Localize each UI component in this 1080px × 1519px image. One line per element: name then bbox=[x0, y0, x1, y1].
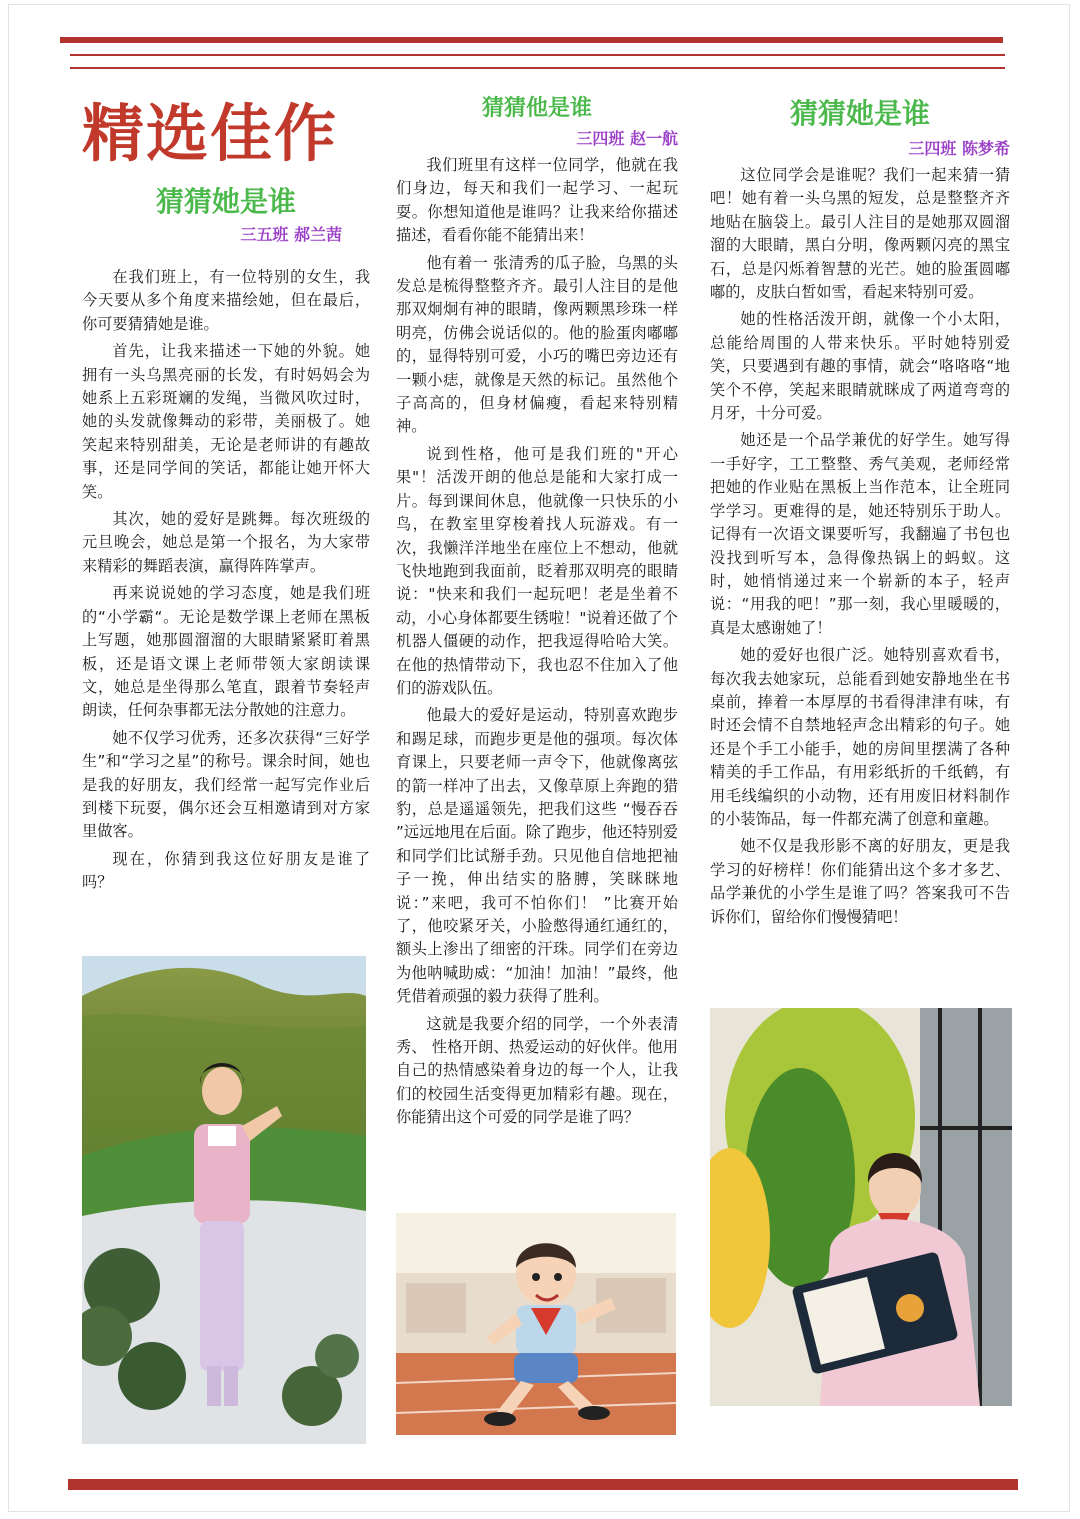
article-column-3 bbox=[710, 92, 1010, 933]
article-column-2 bbox=[396, 92, 678, 1134]
article-paragraph: 她不仅学习优秀，还多次获得“三好学生”和“学习之星”的称号。课余时间，她也是我的好朋友，我们经常一起写完作业后到楼下玩耍，偶尔还会互相邀请到对方家里做客。 bbox=[82, 728, 370, 841]
article-paragraph: 其次，她的爱好是跳舞。每次班级的元旦晚会，她总是第一个报名，为大家带来精彩的舞蹈表演，赢得阵阵掌声。 bbox=[82, 510, 370, 575]
article-paragraph: 说到性格，他可是我们班的"开心果"！活泼开朗的他总是能和大家打成一片。每到课间休息，他就像一只快乐的小鸟，在教室里穿梭着找人玩游戏。有一次，我懒洋洋地坐在座位上不想动，他就飞快地跑到我面前，眨着那双明亮的眼睛说："快来和我们一起玩吧！老是坐着不动，小心身体都要生锈啦！"说着还做了个机器人僵硬的动作，把我逗得哈哈大笑。在他的热情带动下，我也忍不住加入了他们的游戏队伍。 bbox=[396, 444, 678, 697]
article-title: 猜猜他是谁 bbox=[481, 96, 592, 121]
article-paragraph: 她的性格活泼开朗，就像一个小太阳，总能给周围的人带来快乐。平时她特别爱笑，只要遇到有趣的事情，就会“咯咯咯“地笑个不停，笑起来眼睛就眯成了两道弯弯的月牙，十分可爱。 bbox=[710, 310, 1010, 423]
footer-rule bbox=[68, 1479, 1018, 1490]
article-paragraph: 再来说说她的学习态度，她是我们班的“小学霸“。无论是数学课上老师在黑板上写题，她那圆溜溜的大眼睛紧紧盯着黑板，还是语文课上老师带领大家朗读课文，她总是坐得那么笔直，跟着节奏轻声朗读，任何杂事都无法分散她的注意力。 bbox=[82, 584, 370, 720]
article-byline: 三五班 郝兰茜 bbox=[240, 225, 342, 244]
article-paragraph: 这就是我要介绍的同学，一个外表清秀、 性格开朗、热爱运动的好伙伴。他用自己的热情感染着身边的每一个人，让我们的校园生活变得更加精彩有趣。现在，你能猜出这个可爱的同学是谁了吗？ bbox=[396, 1014, 678, 1127]
article-column-1 bbox=[82, 92, 370, 899]
student-photo-outdoor bbox=[82, 956, 366, 1444]
article-byline: 三四班 陈梦希 bbox=[908, 139, 1010, 158]
article-paragraph: 她不仅是我形影不离的好朋友，更是我学习的好榜样！你们能猜出这个多才多艺、品学兼优的小学生是谁了吗？答案我可不告诉你们，留给你们慢慢猜吧！ bbox=[710, 837, 1010, 926]
article-paragraph: 他有着一 张清秀的瓜子脸，乌黑的头发总是梳得整整齐齐。最引人注目的是他那双炯炯有神的眼睛，像两颗黑珍珠一样明亮，仿佛会说话似的。他的脸蛋肉嘟嘟的，显得特别可爱，小巧的嘴巴旁边还有一颗小痣，就像是天然的标记。虽然他个子高高的，但身材偏瘦，看起来特别精神。 bbox=[396, 253, 678, 436]
article-byline: 三四班 赵一航 bbox=[576, 129, 678, 148]
header-rule-thin bbox=[70, 54, 1005, 56]
article-paragraph: 她还是一个品学兼优的好学生。她写得一手好字，工工整整、秀气美观，老师经常把她的作业贴在黑板上当作范本，让全班同学学习。更难得的是，她还特别乐于助人。记得有一次语文课要听写，我翻遍了书包也没找到听写本，急得像热锅上的蚂蚁。这时，她悄悄递过来一个崭新的本子，轻声说：“用我的吧！”那一刻，我心里暖暖的，真是太感谢她了！ bbox=[710, 431, 1010, 637]
article-paragraph: 这位同学会是谁呢？我们一起来猜一猜吧！她有着一头乌黑的短发，总是整整齐齐地贴在脑袋上。最引人注目的是她那双圆溜溜的大眼睛，黑白分明，像两颗闪亮的黑宝石，总是闪烁着智慧的光芒。她的脸蛋圆嘟嘟的，皮肤白皙如雪，看起来特别可爱。 bbox=[710, 166, 1010, 302]
student-reading-photo bbox=[710, 1008, 1012, 1406]
cartoon-running-boy-illustration bbox=[396, 1213, 676, 1435]
article-paragraph: 首先，让我来描述一下她的外貌。她拥有一头乌黑亮丽的长发，有时妈妈会为她系上五彩斑斓的发绳，当微风吹过时，她的头发就像舞动的彩带，美丽极了。她笑起来特别甜美，无论是老师讲的有趣故事，还是同学间的笑话，都能让她开怀大笑。 bbox=[82, 342, 370, 501]
article-paragraph: 现在，你猜到我这位好朋友是谁了吗？ bbox=[82, 849, 370, 892]
article-title: 猜猜她是谁 bbox=[789, 97, 930, 130]
article-paragraph: 我们班里有这样一位同学，他就在我们身边，每天和我们一起学习、一起玩耍。你想知道他是谁吗？让我来给你描述描述，看看你能不能猜出来！ bbox=[396, 156, 678, 245]
header-rule-thick bbox=[60, 37, 1003, 43]
header-rule-thin bbox=[70, 67, 1005, 69]
masthead: 精选佳作 bbox=[82, 97, 339, 170]
article-title: 猜猜她是谁 bbox=[155, 185, 296, 218]
article-paragraph: 在我们班上，有一位特别的女生，我今天要从多个角度来描绘她，但在最后，你可要猜猜她是谁。 bbox=[82, 268, 370, 333]
article-paragraph: 他最大的爱好是运动，特别喜欢跑步和踢足球，而跑步更是他的强项。每次体育课上，只要老师一声令下，他就像离弦的箭一样冲了出去，又像草原上奔跑的猎豹，总是遥遥领先，把我们这些 “慢吞吞 ”远远地甩在后面。除了跑步，他还特别爱和同学们比试掰手劲。只见他自信地把袖子一挽，伸出结实的胳膊，笑眯眯地说：”来吧，我可不怕你们！ ”比赛开始了，他咬紧牙关，小脸憋得通红通红的，额头上渗出了细密的汗珠。同学们在旁边为他呐喊助威：“加油！加油！”最终，他凭借着顽强的毅力获得了胜利。 bbox=[396, 706, 678, 1006]
article-paragraph: 她的爱好也很广泛。她特别喜欢看书，每次我去她家玩，总能看到她安静地坐在书桌前，捧着一本厚厚的书看得津津有味，有时还会情不自禁地轻声念出精彩的句子。她还是个手工小能手，她的房间里摆满了各种精美的手工作品，有用彩纸折的千纸鹤，有用毛线编织的小动物，还有用废旧材料制作的小装饰品，每一件都充满了创意和童趣。 bbox=[710, 646, 1010, 828]
